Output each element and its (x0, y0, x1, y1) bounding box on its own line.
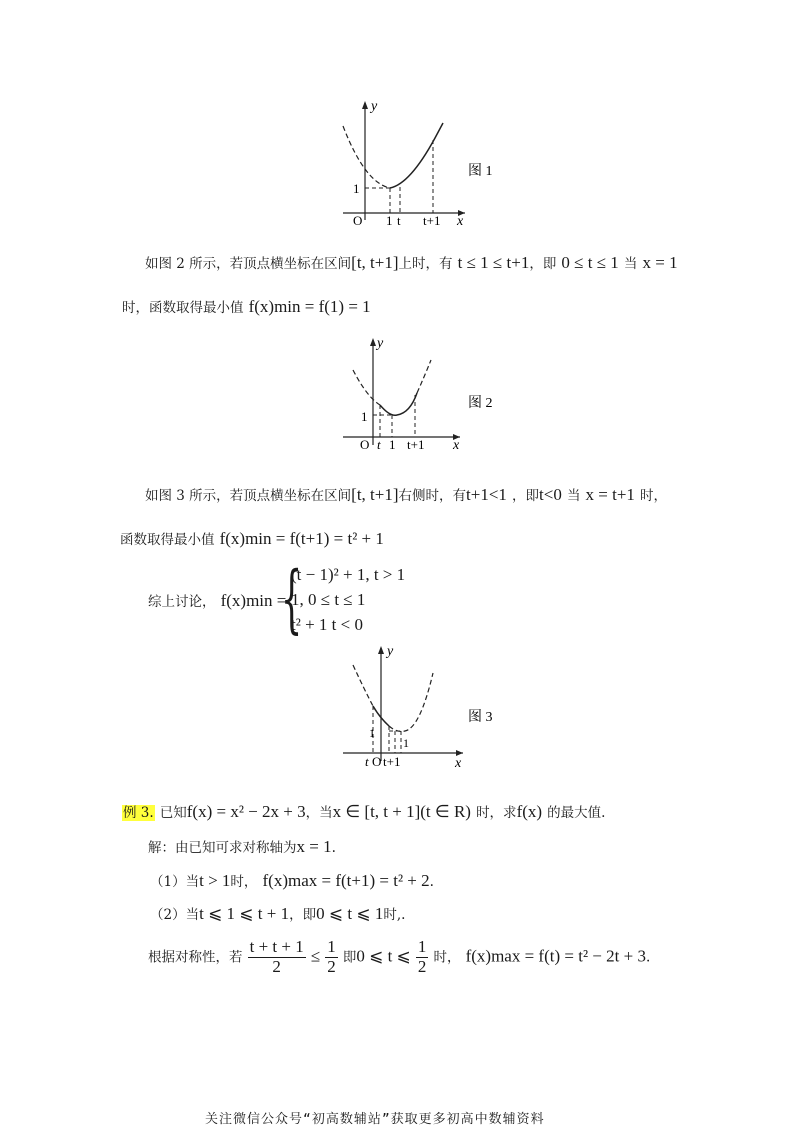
math-domain: x ∈ [t, t + 1](t ∈ R) (332, 802, 471, 821)
text: 时， (640, 488, 668, 504)
y-axis-arrow-icon (378, 646, 384, 654)
figure-caption: 图 2 (468, 396, 493, 411)
axis-y-label: y (371, 99, 378, 114)
math-result: f(x)max = f(t) = t² − 2t + 3 (465, 946, 646, 966)
text: ，当 (305, 805, 333, 821)
math-inequality: t ≤ 1 ≤ t+1 (457, 253, 530, 272)
parabola-dashed-left (353, 370, 380, 405)
math-range: t<0 (539, 485, 562, 504)
text: 时， (433, 949, 461, 966)
figure-1 (335, 98, 535, 228)
fraction-num: 1 (417, 937, 427, 956)
fraction-den: 2 (417, 956, 427, 976)
case-1: (t − 1)² + 1, t > 1 (291, 565, 406, 584)
summary-lhs: f(x)min = (220, 591, 287, 610)
axis-x-label: x (453, 438, 460, 453)
fraction-half (325, 938, 338, 976)
math-interval: [t, t+1] (351, 485, 399, 504)
fraction-mid (248, 938, 306, 976)
axis-x-label: x (457, 214, 464, 229)
text: ，即 (512, 488, 540, 504)
footer-promo: 关注微信公众号“初高数辅站”获取更多初高中数辅资料 (205, 1112, 545, 1127)
math-range: 0 ⩽ t ⩽ 1 (316, 904, 384, 923)
case-3: t² + 1 t < 0 (291, 615, 363, 634)
figure-3-graph (335, 643, 535, 773)
text: 时，函数取得最小值 (122, 300, 244, 316)
text: 时， (230, 874, 258, 890)
origin-label: O (353, 213, 363, 228)
parabola-dashed-right (389, 673, 433, 731)
math-cond: t ⩽ 1 ⩽ t + 1 (199, 904, 290, 923)
math-x: x = 1 (642, 253, 678, 272)
math-min: f(x)min = f(t+1) = t² + 1 (219, 529, 384, 548)
math-inequality: t+1<1 (466, 485, 507, 504)
math-function: f(x) = x² − 2x + 3 (186, 802, 306, 821)
text: 右侧时，有 (398, 488, 467, 504)
x-tick-label-1: 1 (386, 213, 393, 228)
figure-1-graph (335, 98, 535, 228)
figure-2-graph (335, 335, 535, 460)
parabola-solid-2 (397, 393, 417, 415)
text: 时，求 (476, 805, 517, 821)
axis-y-label: y (377, 336, 384, 351)
text: 当 (623, 256, 638, 272)
text: （1）当 (150, 874, 200, 890)
parabola-solid-1 (380, 405, 397, 415)
y-axis-arrow-icon (362, 101, 368, 109)
figure-2 (335, 335, 535, 460)
summary-label: 综上讨论， (148, 594, 216, 610)
text: . (645, 949, 651, 966)
paragraph-fig2-line1 (145, 252, 678, 273)
x-tick-label-3: t+1 (423, 213, 441, 228)
origin-label: O (372, 754, 382, 769)
text: 根据对称性，若 (148, 949, 243, 966)
parabola-dashed-left (343, 126, 390, 188)
paragraph-fig2-line2 (122, 296, 371, 317)
origin-label: O (360, 437, 370, 452)
figure-3 (335, 643, 535, 773)
text: 如图 3 所示，若顶点横坐标在区间 (145, 488, 352, 504)
fraction-den: 2 (327, 956, 336, 976)
paragraph-fig3-line2 (120, 528, 384, 549)
text: 上时，有 (398, 256, 453, 272)
paragraph-fig3-line1 (145, 484, 667, 505)
piecewise-brace: { (281, 556, 303, 642)
text: . (429, 874, 434, 890)
text: . (331, 840, 336, 856)
y-tick-left: 1 (369, 726, 375, 740)
figure-caption: 图 3 (468, 710, 493, 725)
math-interval: [t, t+1] (351, 253, 399, 272)
solution-line-1 (148, 836, 336, 857)
fraction-den: 2 (272, 956, 281, 976)
math-x: x = t+1 (585, 485, 635, 504)
text: 即 (342, 949, 357, 966)
text: 如图 2 所示，若顶点横坐标在区间 (145, 256, 352, 272)
fraction-num: 1 (327, 937, 336, 956)
y-tick-label: 1 (361, 409, 368, 424)
leq: ≤ (310, 946, 321, 966)
solution-case-2 (150, 903, 405, 924)
math-axis: x = 1 (296, 837, 332, 856)
figure-caption: 图 1 (468, 164, 493, 179)
x-tick-label-2: 1 (389, 437, 396, 452)
parabola-dashed-left (353, 665, 373, 706)
parabola-solid (390, 123, 443, 188)
math-cond: t > 1 (199, 871, 231, 890)
math-fx: f(x) (516, 802, 543, 821)
text: ，即 (529, 256, 557, 272)
x-tick-label-1: t (377, 437, 381, 452)
summary-label-group (148, 590, 286, 611)
text: 已知 (159, 805, 187, 821)
y-tick-right: 1 (403, 736, 409, 750)
example-tag: 例 3. (123, 805, 154, 821)
axis-y-label: y (387, 644, 394, 659)
x-tick-label-3: t+1 (407, 437, 425, 452)
x-tick-left: t (365, 754, 369, 769)
fraction-range (416, 938, 429, 976)
case-2: 1, 0 ≤ t ≤ 1 (291, 590, 366, 609)
parabola-dashed-right (417, 360, 431, 393)
example-3-statement (122, 801, 605, 822)
x-tick-right: t+1 (383, 754, 401, 769)
y-axis-arrow-icon (370, 338, 376, 346)
solution-case-1 (150, 870, 434, 891)
text: 函数取得最小值 (120, 532, 215, 548)
math-range: 0 ⩽ t ⩽ (356, 946, 411, 966)
text: 的最大值. (547, 805, 606, 821)
solution-symmetry (148, 938, 650, 976)
text: 解：由已知可求对称轴为 (148, 840, 297, 856)
text: ，即 (289, 907, 317, 923)
text: 时,. (383, 907, 406, 923)
text: （2）当 (150, 907, 200, 923)
axis-x-label: x (455, 756, 462, 771)
math-max: f(x)max = f(t+1) = t² + 2 (262, 871, 430, 890)
y-tick-label: 1 (353, 181, 360, 196)
x-tick-label-2: t (397, 213, 401, 228)
text: 当 (566, 488, 581, 504)
math-range: 0 ≤ t ≤ 1 (561, 253, 619, 272)
fraction-num: t + t + 1 (249, 937, 304, 956)
math-min: f(x)min = f(1) = 1 (248, 297, 371, 316)
